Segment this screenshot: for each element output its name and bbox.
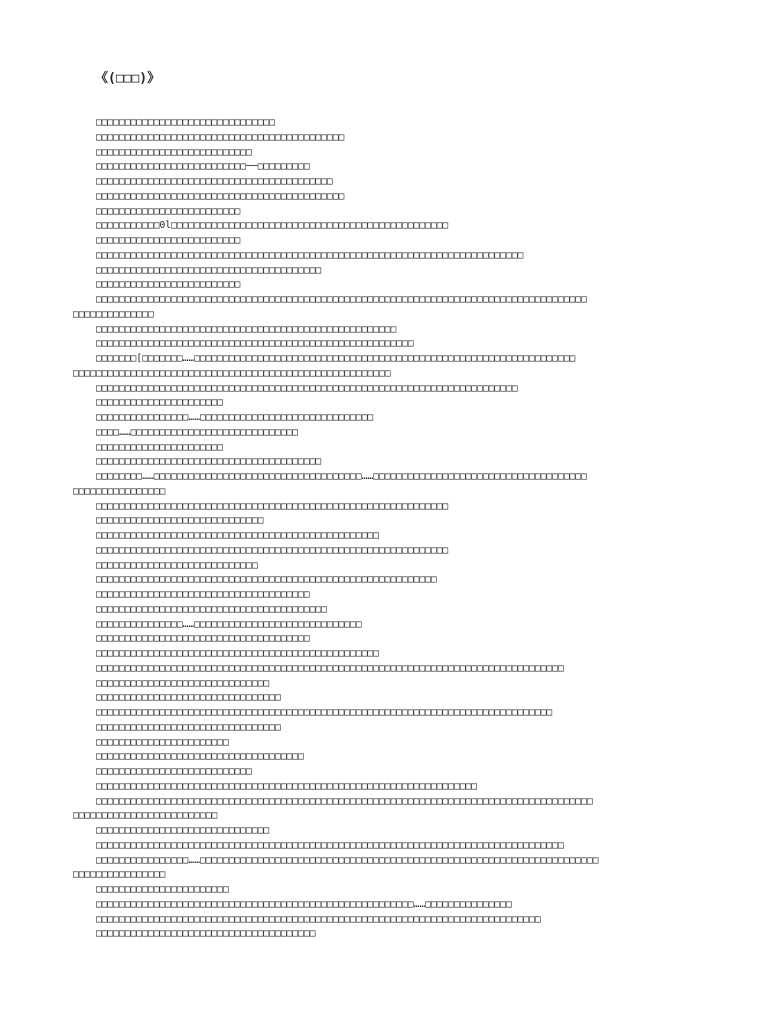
text-line: □□□□□□□□□□□□□□□□□□□□□□□□□□□□□□□□□□□□□□□□□□□□□□□□□□□□□□□□□□□□□□□□□□□□□□□□□□ [96, 249, 524, 261]
text-line: □□□□□□□□□□□□□□□□□□□□□□□ [96, 884, 229, 895]
text-line: □□□□□□□□□□□□□□□□□□□□□□□□□□□□□□□□□□□□□□□□□□□□□□□□□□□□□□□ [73, 367, 391, 379]
text-line: □□□□□□□□□□□□□□□□□□□□□□□□□ [96, 279, 241, 291]
text-line: □□□□□□□□□□□0l□□□□□□□□□□□□□□□□□□□□□□□□□□□□□□□□□□□□□□□□□□□□□□□□ [96, 220, 449, 232]
text-line: □□□□□□□□□□□□□□□□□□□□□□□□□□□□□ [96, 515, 264, 527]
text-line: □□□□□□□□□□□□□□□□□□□□□□□□□□□ [96, 146, 252, 158]
text-line: □□□□□□□□□□□□□□□□□□□□□□□□□□□□□□□□□□□□□□□□□□□□□□□□□□□□□□□□□□□□□□□□□□□□□□□□□□□□□ [96, 913, 541, 925]
text-line: □□□□□□□□□□□□□□□□□□□□□□□□□□□□□□□□□□□□□□ [96, 928, 316, 940]
document-body [73, 116, 698, 942]
text-line: □□□□□□□□□□□□□□□□□□□□□□□□□□□□□□ [96, 677, 270, 689]
text-line: □□□□□□□□□□□□□□□……□□□□□□□□□□□□□□□□□□□□□□□□□□□□□ [96, 618, 362, 630]
text-line: □□□□□□□□□□□□□□□□□□□□□□□□□□□□□□□□□□□□□□□□□□□□□□□□□□□□□□□□□□□□□□□□□□□□□□□□□□□□□□□□□□□□□ [96, 294, 587, 305]
text-line: □□□□□□□□□□□□□□□□□□□□□□□□□□□□□□□□□□□□□□□□□□□ [96, 131, 345, 143]
text-line: □□□□□□□□□□□□□□□□□□□□□□□□□□──□□□□□□□□□ [96, 161, 310, 173]
text-line: □□□□□□□□□□□□□□□□□□□□□□□□□□□□□□□□□□□□□ [96, 633, 310, 645]
text-line: □□□□□□□□□□□□□□□□□□□□□□□□□ [73, 810, 218, 822]
text-line: □□□□□□□□□□□□□□□□□□□□□□□ [96, 736, 229, 748]
text-line: □□□□□□□□□□□□□□□□□□□□□□□□□□□□□□□□□□□□□□□□ [96, 603, 328, 615]
text-line: □□□□□□□□□□□□□□□□□□□□□□□□□□□□□□□□□□□□□ [96, 589, 310, 600]
text-line: □□□□□□□□□□□□□□□□□□□□□□□□□□□□□□□□□□□□□□□□□ [96, 176, 333, 187]
text-line: □□□□□□□□□□□□□□□□ [73, 485, 166, 497]
text-line: □□□□□□□□□□□□□□□□□□□□□□□□□□□□□□□□□□□□□□□□□□□□□□□□□□□□□□□□□□□□□□□□□□□□□□□□□ [96, 382, 518, 394]
text-line: □□□□□□□□□□□□□□□□□□□□□□□□□□□□□□□□□□□□□□□□□□□□□□□□□□□□□□□□□□□□□□□□□□□□□□□□□□□□□□□ [96, 707, 553, 718]
text-line: □□□□……□□□□□□□□□□□□□□□□□□□□□□□□□□□□□ [96, 426, 299, 438]
text-line: □□□□□□□□□□□□□□ [73, 308, 154, 320]
text-line: □□□□□□□□□□□□□□□□□□□□□□□□□□□□□□□□□□□□□□□ [96, 264, 322, 276]
text-line: □□□□□□□□□□□□□□□□□□□□□□□□□□□□□□□□ [96, 721, 281, 733]
text-line: □□□□□□□□□□□□□□□□□□□□□□ [96, 397, 224, 409]
text-line: □□□□□□□□□□□□□□□□□□□□□□□□□□□□□□□□□□□□□□□□□□□□□□□□□□□□□□□□□□□□□ [96, 500, 449, 512]
text-line: □□□□□□□□□□□□□□□□□□□□□□□□□□□□□□□□□□□□□□□□□□□□□□□□□□□□□□□□□□□□□□□□□□ [96, 780, 478, 792]
text-line: □□□□□□□□□□□□□□□□□□□□□□□□□□□□□□ [96, 825, 270, 836]
text-line: □□□□□□□□□□□□□□□□□□□□□□□□□□□□□□□□□□□□□□□□□□□□□□□□□ [96, 530, 380, 541]
text-line: □□□□□□□□□□□□□□□□□□□□□□□□□□□□□□□□□□□□□□□ [96, 456, 322, 468]
text-line: □□□□□□□□□□□□□□□□□□□□□□□□□ [96, 205, 241, 217]
text-line: □□□□□□□□□□□□□□□□□□□□□□□□□□□□□□□□□□□□□□□□□□□□□□□□□□□□□□□□□□□□□ [96, 544, 449, 556]
text-line: □□□□□□□□□□□□□□□□□□□□□□ [96, 441, 224, 453]
text-line: □□□□□□□□□□□□□□□□□□□□□□□□□□□□□□□□□□□□□□□□□□□□□□□□□□□□□□□……□□□□□□□□□□□□□□□ [96, 898, 512, 910]
text-line: □□□□□□□□□□□□□□□□□□□□□□□□□□□□□□□□ [96, 692, 281, 704]
text-line: □□□□□□□□□□□□□□□□……□□□□□□□□□□□□□□□□□□□□□□□□□□□□□□ [96, 412, 374, 423]
text-line: □□□□□□□□□□□□□□□□□□□□□□□□□□□□□□□□□□□□□□□□□□□□□□□□□□□□□□□□□□□ [96, 574, 437, 586]
text-line: □□□□□□□□□□□□□□□□□□□□□□□□□□□□□□□□□□□□□□□□□□□□□□□□□□□□ [96, 323, 397, 335]
document-title: 《(□□□)》 [95, 71, 161, 86]
text-line: □□□□□□□□□□□□□□□□□□□□□□□□□□□□□□□□□□□□ [96, 751, 304, 763]
text-line: □□□□□□□□□□□□□□□□□□□□□□□□□□□□□□□□□□□□□□□□□□□□□□□□□□□□□□□□□□□□□□□□□□□□□□□□□□□□□□□□□□□□□□ [96, 795, 593, 807]
text-line: □□□□□□□□□□□□□□□□□□□□□□□□□□□□ [96, 559, 258, 571]
text-line: □□□□□□□□□□□□□□□□□□□□□□□□□□□□□□□□□□□□□□□□□□□□□□□□□ [96, 648, 380, 659]
text-line: □□□□□□□□……□□□□□□□□□□□□□□□□□□□□□□□□□□□□□□□□□□□□……□□□□□□□□□□□□□□□□□□□□□□□□□□□□□□□□□□□□□ [96, 471, 587, 482]
text-line: □□□□□□□□□□□□□□□□ [73, 869, 166, 881]
text-line: □□□□□□□□□□□□□□□□□□□□□□□□□□□□□□□□□□□□□□□□□□□□□□□□□□□□□□□□□□□□□□□□□□□□□□□□□□□□□□□□□ [96, 839, 564, 851]
text-line: □□□□□□□[□□□□□□□……□□□□□□□□□□□□□□□□□□□□□□□□□□□□□□□□□□□□□□□□□□□□□□□□□□□□□□□□□□□□□□□□□□ [96, 353, 576, 364]
text-line: □□□□□□□□□□□□□□□□□□□□□□□□□□□□□□□□□□□□□□□□□□□ [96, 190, 345, 202]
text-line: □□□□□□□□□□□□□□□□□□□□□□□□□ [96, 235, 241, 246]
text-line: □□□□□□□□□□□□□□□□□□□□□□□□□□□ [96, 766, 252, 777]
text-line: □□□□□□□□□□□□□□□□□□□□□□□□□□□□□□□□□□□□□□□□□□□□□□□□□□□□□□□ [96, 338, 414, 350]
text-line: □□□□□□□□□□□□□□□□……□□□□□□□□□□□□□□□□□□□□□□□□□□□□□□□□□□□□□□□□□□□□□□□□□□□□□□□□□□□□□□□□□□□□□ [96, 854, 599, 866]
text-line: □□□□□□□□□□□□□□□□□□□□□□□□□□□□□□□ [96, 117, 276, 128]
text-line: □□□□□□□□□□□□□□□□□□□□□□□□□□□□□□□□□□□□□□□□□□□□□□□□□□□□□□□□□□□□□□□□□□□□□□□□□□□□□□□□□ [96, 662, 564, 674]
